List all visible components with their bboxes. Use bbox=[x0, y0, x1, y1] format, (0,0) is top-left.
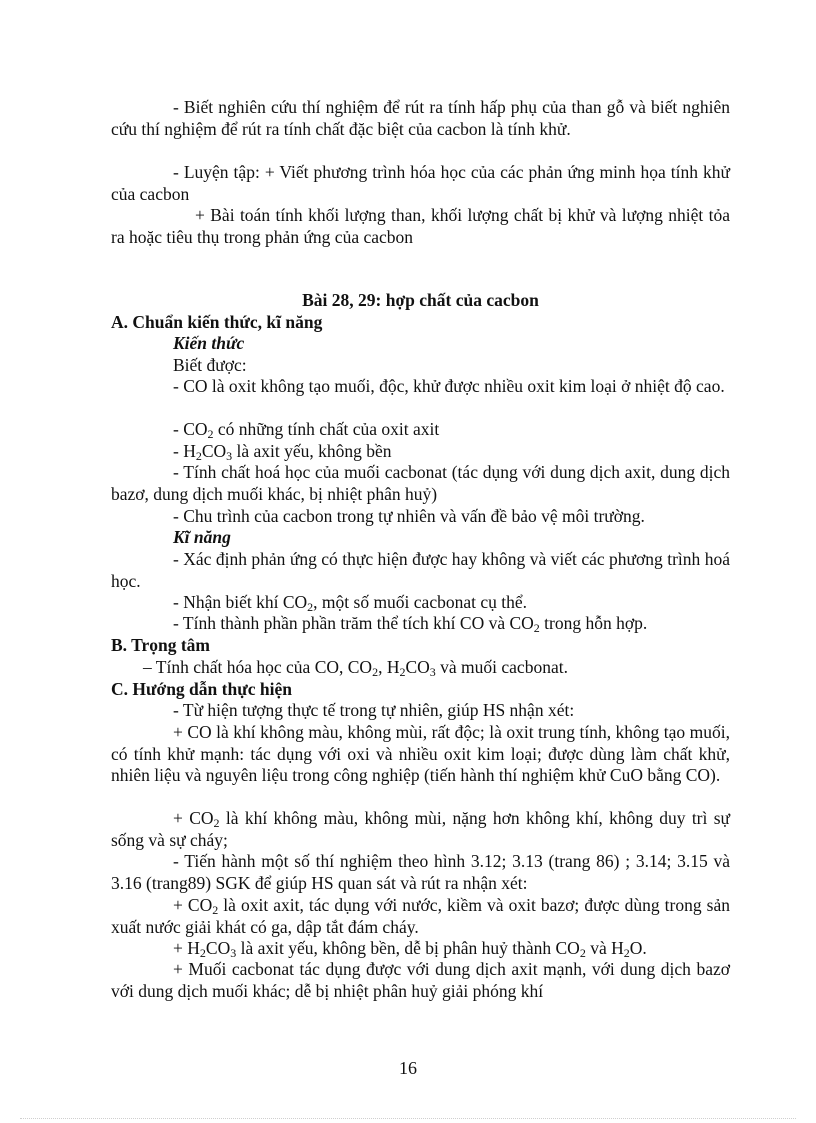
page-number: 16 bbox=[399, 1058, 417, 1078]
skill-item-2: - Nhận biết khí $CO_2$, một số muối cacbonat cụ thể. bbox=[173, 592, 527, 614]
section-c-item-2: + CO là khí không màu, không mùi, rất độc; là oxit trung tính, không tạo muối, có tính khử mạnh: tác dụng với oxi và nhiều oxit kim loại; được dùng làm chất khử, nhiên liệu và nguyên liệu trong công nghiệp (tiến hành thí nghiệm khử CuO bằng CO). bbox=[111, 722, 730, 786]
section-c-heading: C. Hướng dẫn thực hiện bbox=[111, 679, 292, 699]
section-a-heading: A. Chuẩn kiến thức, kĩ năng bbox=[111, 312, 323, 332]
section-c-item-1: - Từ hiện tượng thực tế trong tự nhiên, giúp HS nhận xét: bbox=[173, 700, 575, 720]
section-b-heading: B. Trọng tâm bbox=[111, 635, 211, 655]
skill-item-1: - Xác định phản ứng có thực hiện được hay không và viết các phương trình hoá học. bbox=[111, 549, 730, 591]
intro-paragraph-1: - Biết nghiên cứu thí nghiệm để rút ra tính hấp phụ của than gỗ và biết nghiên cứu thí nghiệm để rút ra tính chất đặc biệt của cacbon là tính khử. bbox=[111, 97, 730, 139]
intro-paragraph-3: + Bài toán tính khối lượng than, khối lượng chất bị khử và lượng nhiệt tỏa ra hoặc tiêu thụ trong phản ứng của cacbon bbox=[111, 205, 730, 247]
skill-item-3: - Tính thành phần phần trăm thể tích khí CO và $CO_2$ trong hỗn hợp. bbox=[173, 613, 648, 635]
knowledge-item-3: - $H_2CO_3$ là axit yếu, không bền bbox=[173, 441, 392, 463]
section-c-item-5: + $CO_2$ là oxit axit, tác dụng với nước, kiềm và oxit bazơ; được dùng trong sản xuất nước giải khát có ga, dập tắt đám cháy. bbox=[111, 895, 730, 937]
knowledge-item-2: - $CO_2$ có những tính chất của oxit axit bbox=[173, 419, 440, 441]
section-c-item-7: + Muối cacbonat tác dụng được với dung dịch axit mạnh, với dung dịch bazơ với dung dịch muối khác; dễ bị nhiệt phân huỷ giải phóng khí bbox=[111, 959, 730, 1001]
page-bottom-divider bbox=[20, 1118, 796, 1119]
knowledge-intro: Biết được: bbox=[173, 355, 247, 375]
section-b-item: – Tính chất hóa học của CO, $CO_2$, $H_2CO_3$ và muối cacbonat. bbox=[143, 657, 568, 679]
skills-heading: Kĩ năng bbox=[173, 527, 231, 547]
section-c-item-6: + $H_2CO_3$ là axit yếu, không bền, dễ bị phân huỷ thành $CO_2$ và $H_2O$. bbox=[173, 938, 647, 960]
knowledge-item-4: - Tính chất hoá học của muối cacbonat (tác dụng với dung dịch axit, dung dịch bazơ, dung dịch muối khác, bị nhiệt phân huỷ) bbox=[111, 462, 730, 504]
intro-paragraph-2: - Luyện tập: + Viết phương trình hóa học của các phản ứng minh họa tính khử của cacbon bbox=[111, 162, 730, 204]
knowledge-item-5: - Chu trình của cacbon trong tự nhiên và vấn đề bảo vệ môi trường. bbox=[173, 506, 645, 526]
knowledge-heading: Kiến thức bbox=[173, 333, 245, 353]
lesson-title: Bài 28, 29: hợp chất của cacbon bbox=[302, 290, 539, 310]
knowledge-item-1: - CO là oxit không tạo muối, độc, khử được nhiều oxit kim loại ở nhiệt độ cao. bbox=[173, 376, 725, 396]
section-c-item-4: - Tiến hành một số thí nghiệm theo hình 3.12; 3.13 (trang 86) ; 3.14; 3.15 và 3.16 (trang89) SGK để giúp HS quan sát và rút ra nhận xét: bbox=[111, 851, 730, 893]
section-c-item-3: + $CO_2$ là khí không màu, không mùi, nặng hơn không khí, không duy trì sự sống và sự cháy; bbox=[111, 808, 731, 850]
